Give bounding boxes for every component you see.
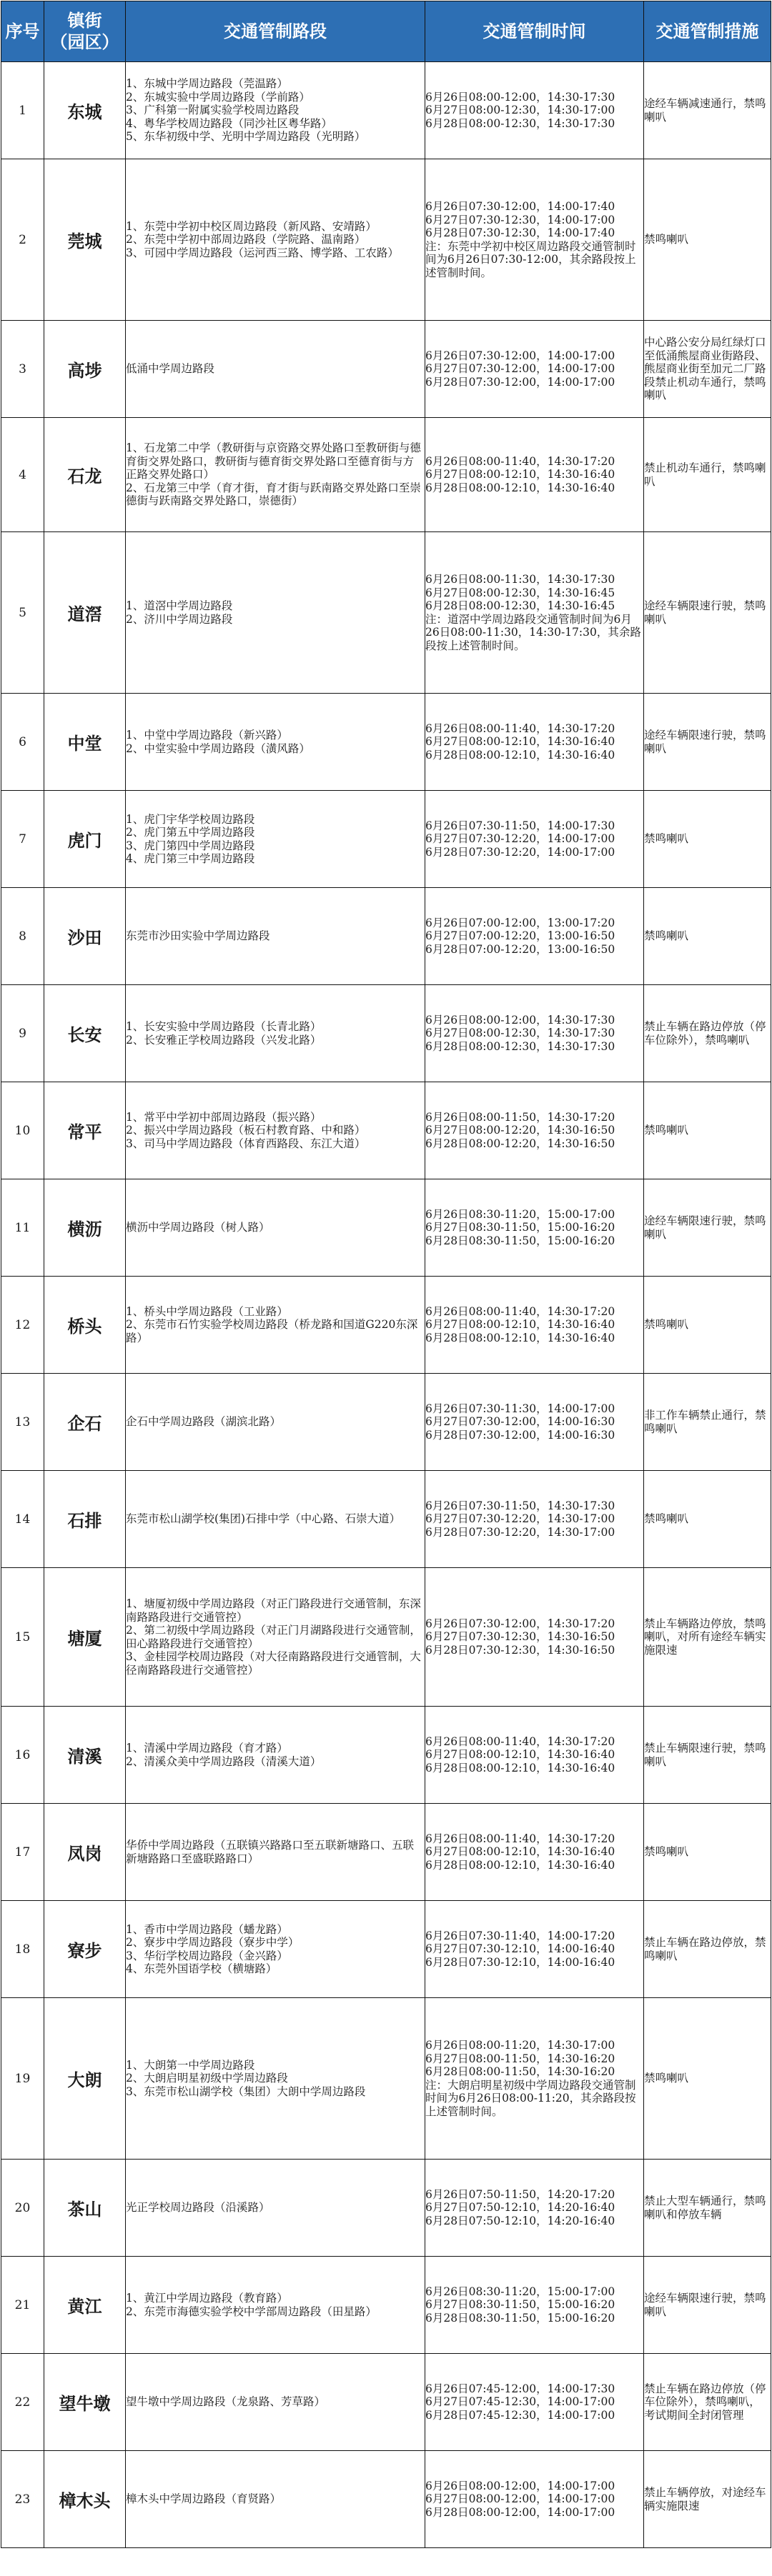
table-row [1, 418, 771, 532]
control-measure: 途经车辆限速行驶，禁鸣喇叭 [644, 2257, 771, 2354]
control-section: 1、香市中学周边路段（蟠龙路） 2、寮步中学周边路段（寮步中学） 3、华衍学校周边路段（金兴路） 4、东莞外国语学校（横塘路） [126, 1901, 425, 1998]
control-section: 1、东莞中学初中校区周边路段（新风路、安靖路） 2、东莞中学初中部周边路段（学院路、温南路） 3、可园中学周边路段（运河西三路、博学路、工农路） [126, 159, 425, 321]
control-time: 6月26日08:00-11:50，14:30-17:20 6月27日08:00-12:20，14:30-16:50 6月28日08:00-12:20，14:30-16:50 [425, 1082, 644, 1179]
header-row [1, 1, 771, 62]
control-measure: 禁止车辆在路边停放（停车位除外），禁鸣喇叭，考试期间全封闭管理 [644, 2354, 771, 2451]
control-section: 1、清溪中学周边路段（育才路） 2、清溪众美中学周边路段（清溪大道） [126, 1707, 425, 1804]
table-row [1, 1082, 771, 1179]
control-measure: 禁鸣喇叭 [644, 791, 771, 888]
header-town: 镇街 （园区） [44, 1, 126, 62]
row-number: 17 [1, 1804, 44, 1901]
control-measure: 禁止大型车辆通行，禁鸣喇叭和停放车辆 [644, 2160, 771, 2257]
town-name: 石排 [44, 1471, 126, 1568]
control-time: 6月26日08:30-11:20，15:00-17:00 6月27日08:30-11:50，15:00-16:20 6月28日08:30-11:50，15:00-16:20 [425, 2257, 644, 2354]
table-row [1, 62, 771, 159]
control-section: 光正学校周边路段（沿溪路） [126, 2160, 425, 2257]
table-row [1, 1707, 771, 1804]
town-name: 石龙 [44, 418, 126, 532]
control-section: 1、中堂中学周边路段（新兴路） 2、中堂实验中学周边路段（潢风路） [126, 694, 425, 791]
control-measure: 途经车辆限速行驶，禁鸣喇叭 [644, 694, 771, 791]
control-time: 6月26日08:00-11:20，14:30-17:00 6月27日08:00-11:50，14:30-16:20 6月28日08:00-11:50，14:30-16:20 注：大朗启明星初级中学周边路段交通管制时间为6月26日08:00-11:20，其余路段按上述管制时间。 [425, 1998, 644, 2160]
table-row [1, 1374, 771, 1471]
control-section: 1、石龙第二中学（教研街与京资路交界处路口至教研街与德育街交界处路口，教研街与德育街交界处路口至德育街与方正路交界处路口） 2、石龙第三中学（育才街，育才街与跃南路交界处路口至崇德街与跃南路交界处路口，崇德街） [126, 418, 425, 532]
row-number: 7 [1, 791, 44, 888]
control-section: 1、大朗第一中学周边路段 2、大朗启明星初级中学周边路段 3、东莞市松山湖学校（集团）大朗中学周边路段 [126, 1998, 425, 2160]
town-name: 望牛墩 [44, 2354, 126, 2451]
town-name: 东城 [44, 62, 126, 159]
control-section: 东莞市松山湖学校(集团)石排中学（中心路、石崇大道） [126, 1471, 425, 1568]
header-time: 交通管制时间 [425, 1, 644, 62]
row-number: 6 [1, 694, 44, 791]
control-measure: 禁止车辆在路边停放，禁鸣喇叭 [644, 1901, 771, 1998]
control-section: 樟木头中学周边路段（育贤路） [126, 2451, 425, 2548]
table-row [1, 2354, 771, 2451]
town-name: 塘厦 [44, 1568, 126, 1707]
control-time: 6月26日08:00-11:40，14:30-17:20 6月27日08:00-12:10，14:30-16:40 6月28日08:00-12:10，14:30-16:40 [425, 1707, 644, 1804]
row-number: 4 [1, 418, 44, 532]
row-number: 2 [1, 159, 44, 321]
row-number: 15 [1, 1568, 44, 1707]
row-number: 1 [1, 62, 44, 159]
control-time: 6月26日07:30-11:40，14:00-17:20 6月27日07:30-12:10，14:00-16:40 6月28日07:30-12:10，14:00-16:40 [425, 1901, 644, 1998]
table-row [1, 321, 771, 418]
table-row [1, 1568, 771, 1707]
row-number: 14 [1, 1471, 44, 1568]
control-time: 6月26日08:00-11:40，14:30-17:20 6月27日08:00-12:10，14:30-16:40 6月28日08:00-12:10，14:30-16:40 [425, 694, 644, 791]
control-time: 6月26日08:30-11:20，15:00-17:00 6月27日08:30-11:50，15:00-16:20 6月28日08:30-11:50，15:00-16:20 [425, 1179, 644, 1277]
control-time: 6月26日07:30-12:00，14:00-17:40 6月27日07:30-12:30，14:00-17:00 6月28日07:30-12:30，14:00-17:40 注：东莞中学初中校区周边路段交通管制时间为6月26日07:30-12:00，其余路段按上述管制时间。 [425, 159, 644, 321]
header-no: 序号 [1, 1, 44, 62]
table-row [1, 2257, 771, 2354]
control-section: 1、东城中学周边路段（莞温路） 2、东城实验中学周边路段（学前路） 3、广科第一附属实验学校周边路段 4、粤华学校周边路段（同沙社区粤华路） 5、东华初级中学、光明中学周边路段（光明路） [126, 62, 425, 159]
control-measure: 禁鸣喇叭 [644, 888, 771, 985]
control-section: 横沥中学周边路段（树人路） [126, 1179, 425, 1277]
row-number: 19 [1, 1998, 44, 2160]
town-name: 樟木头 [44, 2451, 126, 2548]
table-row [1, 532, 771, 694]
town-name: 寮步 [44, 1901, 126, 1998]
control-time: 6月26日07:00-12:00，13:00-17:20 6月27日07:00-12:20，13:00-16:50 6月28日07:00-12:20，13:00-16:50 [425, 888, 644, 985]
control-section: 1、道滘中学周边路段 2、济川中学周边路段 [126, 532, 425, 694]
row-number: 18 [1, 1901, 44, 1998]
control-time: 6月26日07:30-11:30，14:00-17:00 6月27日07:30-12:00，14:00-16:30 6月28日07:30-12:00，14:00-16:30 [425, 1374, 644, 1471]
control-section: 1、黄江中学周边路段（教育路） 2、东莞市海德实验学校中学部周边路段（田星路） [126, 2257, 425, 2354]
town-name: 横沥 [44, 1179, 126, 1277]
row-number: 16 [1, 1707, 44, 1804]
control-measure: 禁止车辆限速行驶，禁鸣喇叭 [644, 1707, 771, 1804]
town-name: 高埗 [44, 321, 126, 418]
table-row [1, 2451, 771, 2548]
row-number: 5 [1, 532, 44, 694]
control-time: 6月26日08:00-12:00，14:30-17:30 6月27日08:00-12:30，14:30-17:00 6月28日08:00-12:30，14:30-17:30 [425, 62, 644, 159]
control-time: 6月26日08:00-11:40，14:30-17:20 6月27日08:00-12:10，14:30-16:40 6月28日08:00-12:10，14:30-16:40 [425, 1804, 644, 1901]
table-row [1, 1804, 771, 1901]
table-row [1, 1277, 771, 1374]
control-measure: 途经车辆限速行驶，禁鸣喇叭 [644, 532, 771, 694]
control-time: 6月26日07:50-11:50，14:20-17:20 6月27日07:50-12:10，14:20-16:40 6月28日07:50-12:10，14:20-16:40 [425, 2160, 644, 2257]
table-row [1, 1901, 771, 1998]
control-time: 6月26日08:00-11:40，14:30-17:20 6月27日08:00-12:10，14:30-16:40 6月28日08:00-12:10，14:30-16:40 [425, 1277, 644, 1374]
control-section: 东莞市沙田实验中学周边路段 [126, 888, 425, 985]
control-measure: 禁止机动车通行，禁鸣喇叭 [644, 418, 771, 532]
control-section: 望牛墩中学周边路段（龙泉路、芳草路） [126, 2354, 425, 2451]
town-name: 长安 [44, 985, 126, 1082]
town-name: 凤岗 [44, 1804, 126, 1901]
town-name: 大朗 [44, 1998, 126, 2160]
control-measure: 禁止车辆停放，对途经车辆实施限速 [644, 2451, 771, 2548]
row-number: 23 [1, 2451, 44, 2548]
town-name: 沙田 [44, 888, 126, 985]
header-measure: 交通管制措施 [644, 1, 771, 62]
control-measure: 途经车辆限速行驶，禁鸣喇叭 [644, 1179, 771, 1277]
row-number: 12 [1, 1277, 44, 1374]
town-name: 道滘 [44, 532, 126, 694]
control-section: 1、桥头中学周边路段（工业路） 2、东莞市石竹实验学校周边路段（桥龙路和国道G220东深路） [126, 1277, 425, 1374]
row-number: 9 [1, 985, 44, 1082]
control-time: 6月26日07:30-12:00，14:30-17:20 6月27日07:30-12:30，14:30-16:50 6月28日07:30-12:30，14:30-16:50 [425, 1568, 644, 1707]
control-measure: 中心路公安分局红绿灯口至低涌熊屋商业街路段、熊屋商业街至加元二厂路段禁止机动车通行，禁鸣喇叭 [644, 321, 771, 418]
control-time: 6月26日08:00-12:00，14:00-17:00 6月27日08:00-12:00，14:00-17:00 6月28日08:00-12:00，14:00-17:00 [425, 2451, 644, 2548]
control-measure: 非工作车辆禁止通行，禁鸣喇叭 [644, 1374, 771, 1471]
control-measure: 禁鸣喇叭 [644, 159, 771, 321]
header-section: 交通管制路段 [126, 1, 425, 62]
town-name: 企石 [44, 1374, 126, 1471]
table-row [1, 985, 771, 1082]
control-section: 低涌中学周边路段 [126, 321, 425, 418]
control-time: 6月26日07:30-12:00，14:00-17:00 6月27日07:30-12:00，14:00-17:00 6月28日07:30-12:00，14:00-17:00 [425, 321, 644, 418]
control-measure: 禁鸣喇叭 [644, 1998, 771, 2160]
control-time: 6月26日07:30-11:50，14:00-17:30 6月27日07:30-12:20，14:00-17:00 6月28日07:30-12:20，14:00-17:00 [425, 791, 644, 888]
town-name: 莞城 [44, 159, 126, 321]
row-number: 21 [1, 2257, 44, 2354]
town-name: 黄江 [44, 2257, 126, 2354]
control-time: 6月26日08:00-11:30，14:30-17:30 6月27日08:00-12:30，14:30-16:45 6月28日08:00-12:30，14:30-16:45 注：道滘中学周边路段交通管制时间为6月26日08:00-11:30，14:30-17:30，其余路段按上述管制时间。 [425, 532, 644, 694]
row-number: 22 [1, 2354, 44, 2451]
control-time: 6月26日07:45-12:00，14:00-17:30 6月27日07:45-12:30，14:00-17:00 6月28日07:45-12:30，14:00-17:00 [425, 2354, 644, 2451]
row-number: 10 [1, 1082, 44, 1179]
control-measure: 途经车辆减速通行，禁鸣喇叭 [644, 62, 771, 159]
town-name: 虎门 [44, 791, 126, 888]
traffic-control-table [1, 1, 771, 2548]
control-measure: 禁鸣喇叭 [644, 1471, 771, 1568]
control-measure: 禁鸣喇叭 [644, 1277, 771, 1374]
table-row [1, 791, 771, 888]
row-number: 11 [1, 1179, 44, 1277]
row-number: 13 [1, 1374, 44, 1471]
control-section: 华侨中学周边路段（五联镇兴路路口至五联新塘路口、五联新塘路路口至盛联路路口） [126, 1804, 425, 1901]
control-measure: 禁止车辆路边停放，禁鸣喇叭，对所有途经车辆实施限速 [644, 1568, 771, 1707]
table-row [1, 1179, 771, 1277]
row-number: 3 [1, 321, 44, 418]
table-row [1, 694, 771, 791]
table-row [1, 1471, 771, 1568]
town-name: 常平 [44, 1082, 126, 1179]
control-section: 企石中学周边路段（湖滨北路） [126, 1374, 425, 1471]
control-measure: 禁鸣喇叭 [644, 1804, 771, 1901]
control-time: 6月26日07:30-11:50，14:30-17:30 6月27日07:30-12:20，14:30-17:00 6月28日07:30-12:20，14:30-17:00 [425, 1471, 644, 1568]
table-row [1, 1998, 771, 2160]
control-time: 6月26日08:00-12:00，14:30-17:30 6月27日08:00-12:30，14:30-17:30 6月28日08:00-12:30，14:30-17:30 [425, 985, 644, 1082]
control-section: 1、虎门宇华学校周边路段 2、虎门第五中学周边路段 3、虎门第四中学周边路段 4、虎门第三中学周边路段 [126, 791, 425, 888]
control-time: 6月26日08:00-11:40，14:30-17:20 6月27日08:00-12:10，14:30-16:40 6月28日08:00-12:10，14:30-16:40 [425, 418, 644, 532]
control-measure: 禁止车辆在路边停放（停车位除外），禁鸣喇叭 [644, 985, 771, 1082]
control-measure: 禁鸣喇叭 [644, 1082, 771, 1179]
town-name: 桥头 [44, 1277, 126, 1374]
table-row [1, 888, 771, 985]
control-section: 1、常平中学初中部周边路段（振兴路） 2、振兴中学周边路段（板石村教育路、中和路） 3、司马中学周边路段（体育西路段、东江大道） [126, 1082, 425, 1179]
row-number: 20 [1, 2160, 44, 2257]
table-row [1, 159, 771, 321]
control-section: 1、长安实验中学周边路段（长青北路） 2、长安雅正学校周边路段（兴发北路） [126, 985, 425, 1082]
town-name: 中堂 [44, 694, 126, 791]
town-name: 清溪 [44, 1707, 126, 1804]
town-name: 茶山 [44, 2160, 126, 2257]
control-section: 1、塘厦初级中学周边路段（对正门路段进行交通管制，东深南路路段进行交通管控） 2、第二初级中学周边路段（对正门月湖路段进行交通管制，田心路路段进行交通管控） 3、金桂园学校周边路段（对大径南路路段进行交通管制，大径南路路段进行交通管控） [126, 1568, 425, 1707]
table-row [1, 2160, 771, 2257]
row-number: 8 [1, 888, 44, 985]
